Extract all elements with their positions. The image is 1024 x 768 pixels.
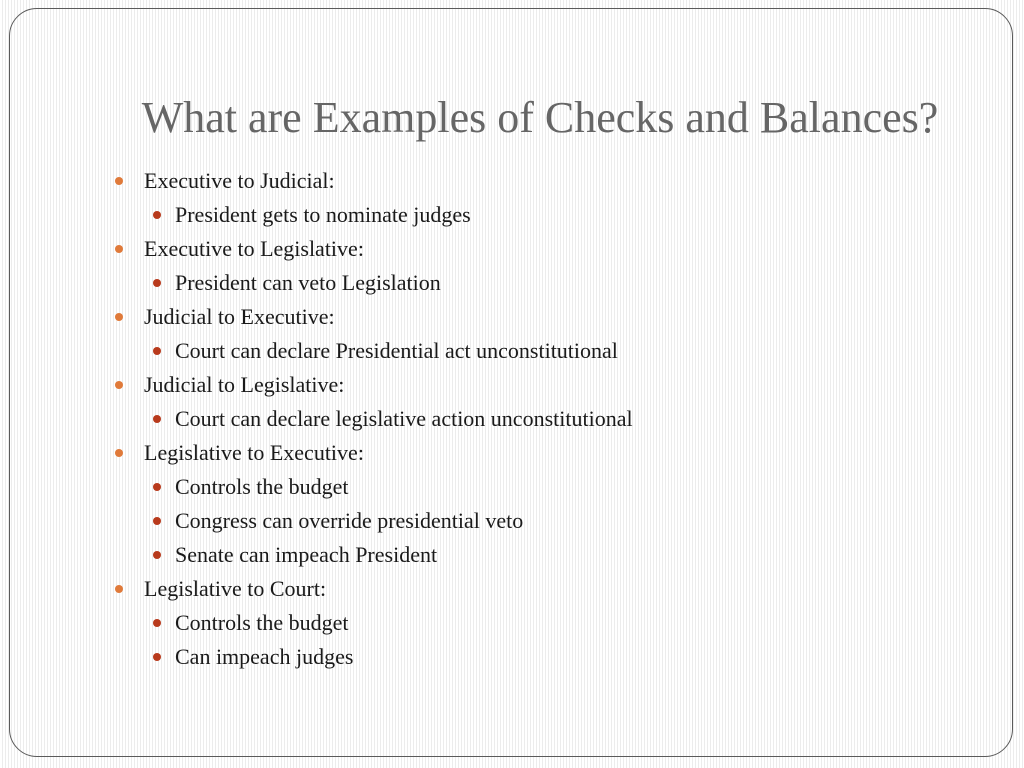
section-heading-text: Executive to Legislative: — [144, 236, 364, 261]
sub-bullet-text: Can impeach judges — [175, 644, 354, 669]
sub-bullet-item — [113, 640, 993, 674]
bullet-icon — [115, 313, 123, 321]
sub-bullet-icon — [153, 483, 161, 491]
section-heading-text: Legislative to Executive: — [144, 440, 364, 465]
bullet-icon — [115, 381, 123, 389]
sub-bullet-icon — [153, 279, 161, 287]
sub-bullet-item — [113, 198, 993, 232]
section-heading — [113, 300, 993, 334]
bullet-icon — [115, 449, 123, 457]
section-heading-text: Judicial to Legislative: — [144, 372, 345, 397]
sub-bullet-item — [113, 606, 993, 640]
section-heading — [113, 368, 993, 402]
sub-bullet-text: Court can declare Presidential act unconstitutional — [175, 338, 618, 363]
sub-bullet-text: President can veto Legislation — [175, 270, 441, 295]
sub-bullet-item — [113, 266, 993, 300]
bullet-icon — [115, 245, 123, 253]
section-heading-text: Judicial to Executive: — [144, 304, 335, 329]
sub-bullet-item — [113, 504, 993, 538]
section-heading — [113, 164, 993, 198]
sub-bullet-text: Controls the budget — [175, 610, 349, 635]
sub-bullet-icon — [153, 619, 161, 627]
bullet-list — [113, 164, 993, 674]
sub-bullet-item — [113, 334, 993, 368]
sub-bullet-icon — [153, 551, 161, 559]
section-heading-text: Legislative to Court: — [144, 576, 327, 601]
section-heading — [113, 436, 993, 470]
sub-bullet-text: President gets to nominate judges — [175, 202, 471, 227]
sub-bullet-icon — [153, 415, 161, 423]
sub-bullet-icon — [153, 653, 161, 661]
bullet-icon — [115, 177, 123, 185]
sub-bullet-text: Controls the budget — [175, 474, 349, 499]
section-heading — [113, 572, 993, 606]
section-heading-text: Executive to Judicial: — [144, 168, 335, 193]
sub-bullet-text: Court can declare legislative action unconstitutional — [175, 406, 633, 431]
bullet-icon — [115, 585, 123, 593]
sub-bullet-item — [113, 470, 993, 504]
sub-bullet-item — [113, 402, 993, 436]
sub-bullet-icon — [153, 211, 161, 219]
sub-bullet-text: Congress can override presidential veto — [175, 508, 524, 533]
sub-bullet-icon — [153, 347, 161, 355]
sub-bullet-text: Senate can impeach President — [175, 542, 438, 567]
sub-bullet-item — [113, 538, 993, 572]
section-heading — [113, 232, 993, 266]
slide-title: What are Examples of Checks and Balances? — [141, 93, 939, 142]
sub-bullet-icon — [153, 517, 161, 525]
